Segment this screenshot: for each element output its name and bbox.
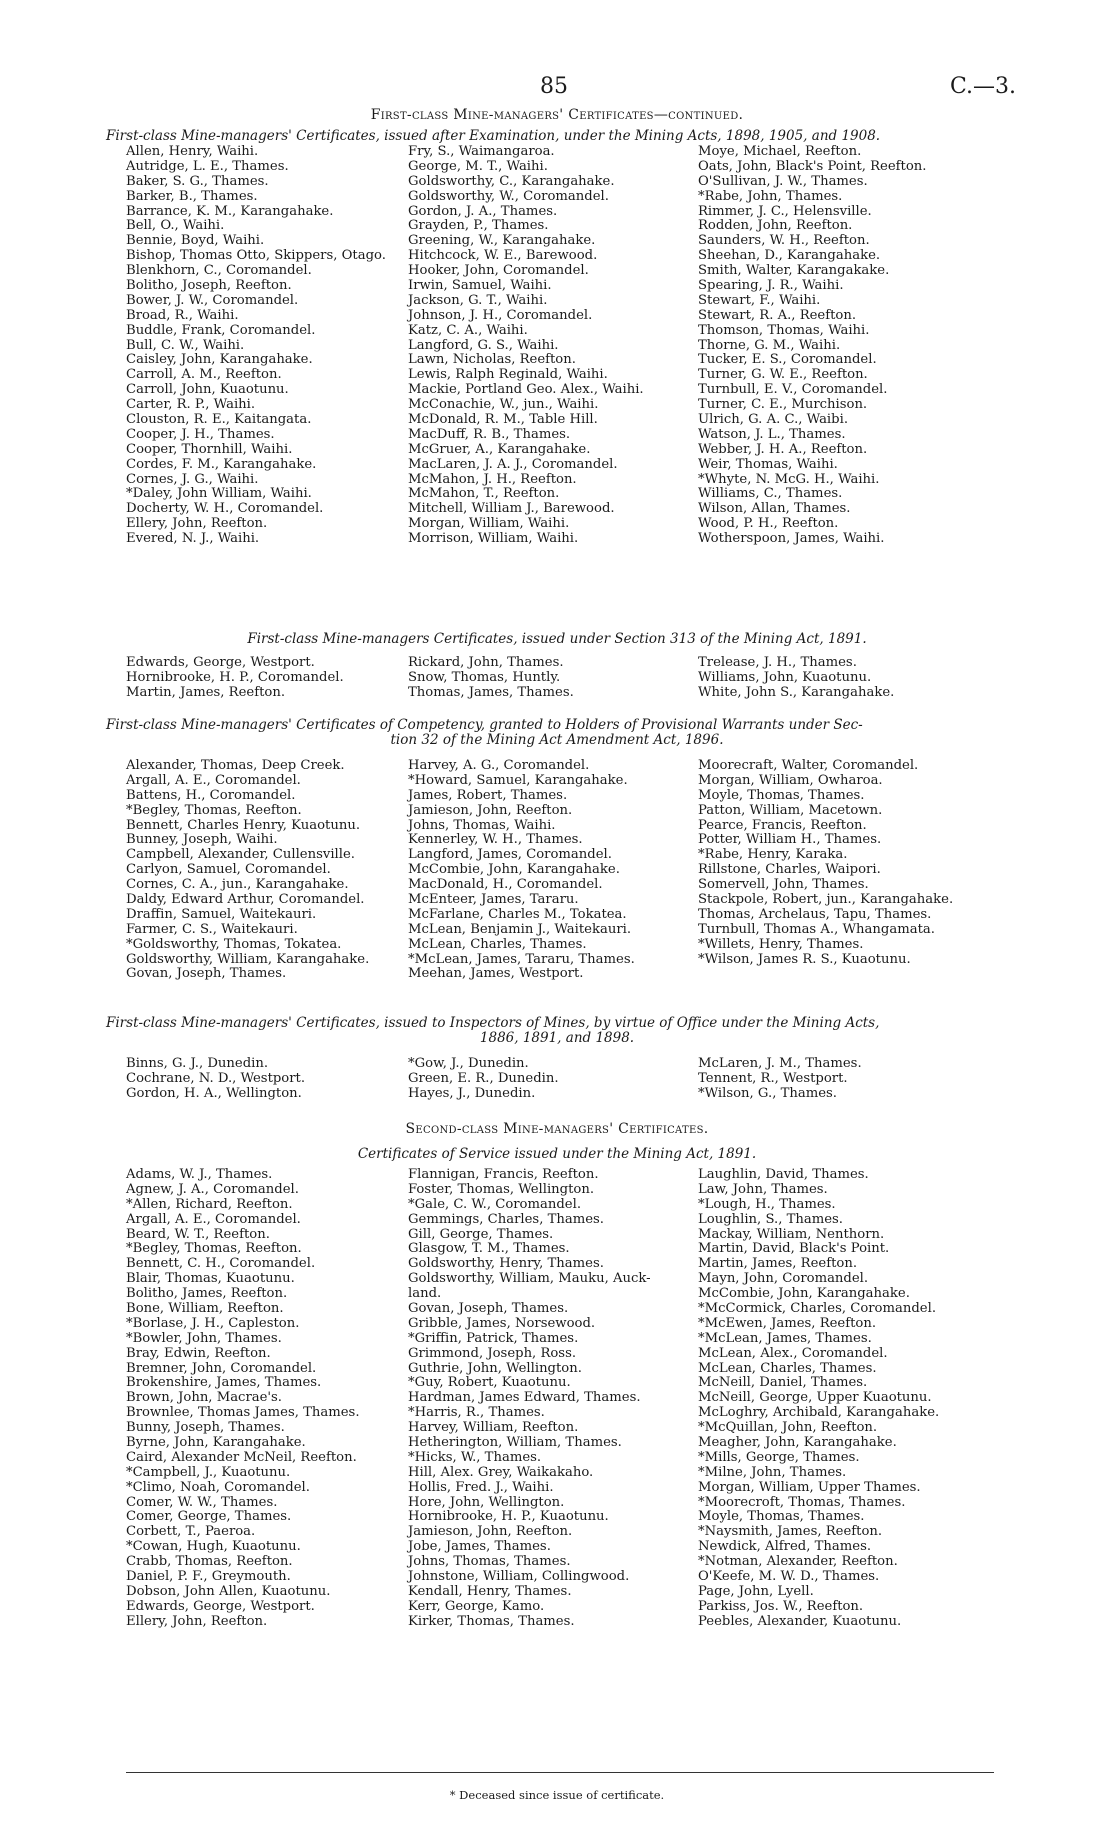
list-item: Rodden, John, Reefton.: [698, 218, 853, 234]
list-item: Tennent, R., Westport.: [698, 1070, 848, 1086]
list-item: Govan, Joseph, Thames.: [126, 966, 287, 982]
list-item: Newdick, Alfred, Thames.: [698, 1539, 872, 1555]
list-item: McCombie, John, Karangahake.: [698, 1286, 910, 1302]
list-item: *Rabe, Henry, Karaka.: [698, 847, 848, 863]
list-item: Potter, William H., Thames.: [698, 832, 882, 848]
list-item: Jobe, James, Thames.: [408, 1539, 551, 1555]
list-item: Docherty, W. H., Coromandel.: [126, 501, 324, 517]
list-item: Morrison, William, Waihi.: [408, 531, 579, 547]
list-item: Greening, W., Karangahake.: [408, 233, 596, 249]
list-item: Laughlin, David, Thames.: [698, 1167, 869, 1182]
list-item: Rimmer, J. C., Helensville.: [698, 203, 872, 219]
section-4-col-2: [408, 1057, 559, 1102]
list-item: Blenkhorn, C., Coromandel.: [126, 263, 312, 279]
list-item: *Howard, Samuel, Karangahake.: [408, 772, 628, 788]
list-item: Grimmond, Joseph, Ross.: [408, 1345, 577, 1361]
list-item: Somervell, John, Thames.: [698, 877, 869, 893]
list-item: *Notman, Alexander, Reefton.: [698, 1554, 898, 1570]
list-item: Jackson, G. T., Waihi.: [408, 292, 548, 308]
list-item: Farmer, C. S., Waitekauri.: [126, 921, 298, 937]
list-item: McLean, Charles, Thames.: [698, 1360, 877, 1376]
section-3-col-1: [126, 759, 369, 982]
list-item: Hollis, Fred. J., Waihi.: [408, 1479, 554, 1495]
list-item: *Harris, R., Thames.: [408, 1405, 545, 1421]
list-item: George, M. T., Waihi.: [408, 158, 548, 174]
section-5-col-1: [126, 1168, 360, 1630]
list-item: Turner, G. W. E., Reefton.: [698, 367, 868, 383]
list-item: *Rabe, John, Thames.: [698, 188, 843, 204]
list-item: Bennie, Boyd, Waihi.: [126, 233, 265, 249]
list-item: *Wilson, G., Thames.: [698, 1085, 837, 1101]
list-item: McLean, Alex., Coromandel.: [698, 1345, 888, 1361]
list-item: Oats, John, Black's Point, Reefton.: [698, 158, 927, 174]
list-item: Tucker, E. S., Coromandel.: [698, 352, 877, 368]
section-3-title-line-2: tion 32 of the Mining Act Amendment Act, 1896.: [390, 732, 724, 748]
list-item: Comer, George, Thames.: [126, 1509, 292, 1525]
list-item: Williams, C., Thames.: [698, 486, 843, 502]
list-item: *Daley, John William, Waihi.: [126, 486, 312, 502]
list-item: Bremner, John, Coromandel.: [126, 1360, 317, 1376]
footnote: * Deceased since issue of certificate.: [449, 1788, 665, 1802]
list-item: Glasgow, T. M., Thames.: [408, 1241, 570, 1257]
list-item: Law, John, Thames.: [698, 1181, 828, 1197]
list-item: Jamieson, John, Reefton.: [408, 1524, 573, 1540]
list-item: Trelease, J. H., Thames.: [698, 655, 857, 670]
list-item: Johns, Thomas, Waihi.: [408, 817, 556, 833]
list-item: *McCormick, Charles, Coromandel.: [698, 1301, 937, 1317]
list-item: Sheehan, D., Karangahake.: [698, 248, 881, 264]
list-item: Brownlee, Thomas James, Thames.: [126, 1405, 360, 1421]
list-item: Dobson, John Allen, Kuaotunu.: [126, 1583, 331, 1599]
list-item: *McQuillan, John, Reefton.: [698, 1420, 878, 1436]
list-item: Goldsworthy, William, Karangahake.: [126, 951, 370, 967]
list-item: Adams, W. J., Thames.: [126, 1167, 273, 1182]
list-item: Goldsworthy, W., Coromandel.: [408, 188, 609, 204]
list-item: McLoghry, Archibald, Karangahake.: [698, 1405, 940, 1421]
list-item: MacDuff, R. B., Thames.: [408, 426, 571, 442]
list-item: Morgan, William, Waihi.: [408, 516, 570, 532]
list-item: Carlyon, Samuel, Coromandel.: [126, 862, 331, 878]
list-item: O'Keefe, M. W. D., Thames.: [698, 1569, 880, 1585]
list-item: McLaren, J. M., Thames.: [698, 1056, 862, 1071]
list-item: Foster, Thomas, Wellington.: [408, 1181, 595, 1197]
list-item: Daniel, P. F., Greymouth.: [126, 1569, 291, 1585]
list-item: Gribble, James, Norsewood.: [408, 1315, 596, 1331]
list-item: Green, E. R., Dunedin.: [408, 1070, 559, 1086]
list-item: *Borlase, J. H., Capleston.: [126, 1315, 300, 1331]
section-5-col-3: [698, 1168, 939, 1630]
list-item: *Goldsworthy, Thomas, Tokatea.: [126, 936, 342, 952]
list-item: Thomas, Archelaus, Tapu, Thames.: [698, 906, 932, 922]
list-item: Stackpole, Robert, jun., Karangahake.: [698, 892, 954, 908]
list-item: McLean, Charles, Thames.: [408, 936, 587, 952]
list-item: *Allen, Richard, Reefton.: [126, 1196, 293, 1212]
list-item: Page, John, Lyell.: [698, 1583, 814, 1599]
list-item: Johns, Thomas, Thames.: [408, 1554, 571, 1570]
list-item: Morgan, William, Owharoa.: [698, 772, 883, 788]
list-item: Govan, Joseph, Thames.: [408, 1301, 569, 1317]
list-item: Kerr, George, Kamo.: [408, 1598, 545, 1614]
list-item: Bishop, Thomas Otto, Skippers, Otago.: [126, 248, 386, 264]
list-item: Thomas, James, Thames.: [408, 684, 574, 700]
list-item: Buddle, Frank, Coromandel.: [126, 322, 316, 338]
list-item: Beard, W. T., Reefton.: [126, 1226, 270, 1242]
list-item: Cordes, F. M., Karangahake.: [126, 456, 317, 472]
list-item: Patton, William, Macetown.: [698, 802, 883, 818]
list-item: Parkiss, Jos. W., Reefton.: [698, 1598, 864, 1614]
list-item: Irwin, Samuel, Waihi.: [408, 278, 552, 294]
list-item: Hitchcock, W. E., Barewood.: [408, 248, 598, 264]
list-item: Daldy, Edward Arthur, Coromandel.: [126, 892, 365, 908]
list-item: Caisley, John, Karangahake.: [126, 352, 313, 368]
list-item: Hill, Alex. Grey, Waikakaho.: [408, 1464, 594, 1480]
list-item: Hetherington, William, Thames.: [408, 1435, 622, 1451]
list-item: Ulrich, G. A. C., Waibi.: [698, 412, 849, 428]
list-item: Moye, Michael, Reefton.: [698, 144, 862, 159]
list-item: McConachie, W., jun., Waihi.: [408, 397, 599, 413]
list-item: Meehan, James, Westport.: [408, 966, 584, 982]
list-item: Turnbull, E. V., Coromandel.: [698, 382, 888, 398]
list-item: Cooper, Thornhill, Waihi.: [126, 441, 293, 457]
list-item: Martin, James, Reefton.: [126, 684, 286, 700]
list-item: Cochrane, N. D., Westport.: [126, 1070, 306, 1086]
list-item: Spearing, J. R., Waihi.: [698, 278, 844, 294]
list-item: Crabb, Thomas, Reefton.: [126, 1554, 293, 1570]
list-item: McDonald, R. M., Table Hill.: [408, 412, 598, 428]
list-item: Mackay, William, Nenthorn.: [698, 1226, 885, 1242]
list-item: Binns, G. J., Dunedin.: [126, 1056, 269, 1071]
list-item: Gill, George, Thames.: [408, 1226, 554, 1242]
section-5-col-2: [408, 1168, 651, 1630]
list-item: Martin, David, Black's Point.: [698, 1241, 890, 1257]
list-item: Gemmings, Charles, Thames.: [408, 1211, 604, 1227]
section-4-title-line-1: First-class Mine-managers' Certificates, issued to Inspectors of Mines, by virtue of Office under the Mining Acts,: [106, 1015, 880, 1031]
list-item: Ellery, John, Reefton.: [126, 516, 268, 532]
list-item: Hooker, John, Coromandel.: [408, 263, 589, 279]
list-item: O'Sullivan, J. W., Thames.: [698, 173, 868, 189]
section-4-title-line-2: 1886, 1891, and 1898.: [479, 1030, 635, 1046]
list-item: McMahon, T., Reefton.: [408, 486, 560, 502]
list-item: Martin, James, Reefton.: [698, 1256, 858, 1272]
list-item: *Guy, Robert, Kuaotunu.: [408, 1375, 571, 1391]
list-item: Agnew, J. A., Coromandel.: [126, 1181, 299, 1197]
section-4-col-3: [698, 1057, 862, 1102]
list-item: *Gale, C. W., Coromandel.: [408, 1196, 582, 1212]
list-item: Bower, J. W., Coromandel.: [126, 292, 299, 308]
list-item: McNeill, George, Upper Kuaotunu.: [698, 1390, 932, 1406]
list-item: Snow, Thomas, Huntly.: [408, 669, 561, 685]
list-item: Moorecraft, Walter, Coromandel.: [698, 758, 919, 773]
list-item: Mayn, John, Coromandel.: [698, 1271, 869, 1287]
list-item: Bull, C. W., Waihi.: [126, 337, 245, 353]
second-class-heading: Second-class Mine-managers' Certificates.: [405, 1121, 709, 1137]
list-item: Smith, Walter, Karangakake.: [698, 263, 890, 279]
section-2-col-1: [126, 656, 344, 701]
list-item: Williams, John, Kuaotunu.: [698, 669, 872, 685]
list-item: Brokenshire, James, Thames.: [126, 1375, 322, 1391]
section-1-col-2: [408, 145, 644, 547]
list-item: Johnson, J. H., Coromandel.: [408, 307, 593, 323]
list-item: Cooper, J. H., Thames.: [126, 426, 275, 442]
list-item: Barker, B., Thames.: [126, 188, 258, 204]
section-2-title: First-class Mine-managers Certificates, issued under Section 313 of the Mining Act, 1891.: [247, 631, 867, 647]
list-item: *Griffin, Patrick, Thames.: [408, 1330, 579, 1346]
list-item: Allen, Henry, Waihi.: [126, 144, 259, 159]
list-item: Guthrie, John, Wellington.: [408, 1360, 582, 1376]
list-item: Langford, James, Coromandel.: [408, 847, 612, 863]
list-item: *Wilson, James R. S., Kuaotunu.: [698, 951, 911, 967]
list-item: Turner, C. E., Murchison.: [698, 397, 868, 413]
list-item: Webber, J. H. A., Reefton.: [698, 441, 868, 457]
list-item: Baker, S. G., Thames.: [126, 173, 269, 189]
section-4-col-1: [126, 1057, 305, 1102]
list-item: Flannigan, Francis, Reefton.: [408, 1167, 599, 1182]
list-item: Weir, Thomas, Waihi.: [698, 456, 838, 472]
list-item: James, Robert, Thames.: [408, 787, 568, 803]
list-item: Bray, Edwin, Reefton.: [126, 1345, 271, 1361]
list-item: Goldsworthy, Henry, Thames.: [408, 1256, 604, 1272]
list-item: *Gow, J., Dunedin.: [408, 1056, 529, 1071]
list-item: Blair, Thomas, Kuaotunu.: [126, 1271, 295, 1287]
list-item: *Moorecroft, Thomas, Thames.: [698, 1494, 906, 1510]
list-item: Peebles, Alexander, Kuaotunu.: [698, 1613, 902, 1629]
list-item: Moyle, Thomas, Thames.: [698, 1509, 865, 1525]
list-item: Kirker, Thomas, Thames.: [408, 1613, 575, 1629]
section-2-col-2: [408, 656, 574, 701]
list-item: *Climo, Noah, Coromandel.: [126, 1479, 310, 1495]
list-item: Wood, P. H., Reefton.: [698, 516, 839, 532]
list-item: McMahon, J. H., Reefton.: [408, 471, 577, 487]
list-item: Moyle, Thomas, Thames.: [698, 787, 865, 803]
list-item: *Naysmith, James, Reefton.: [698, 1524, 883, 1540]
list-item: Jamieson, John, Reefton.: [408, 802, 573, 818]
list-item: Autridge, L. E., Thames.: [126, 158, 289, 174]
list-item: Ellery, John, Reefton.: [126, 1613, 268, 1629]
list-item: *Begley, Thomas, Reefton.: [126, 802, 302, 818]
list-item: Barrance, K. M., Karangahake.: [126, 203, 334, 219]
section-1-title: First-class Mine-managers' Certificates, issued after Examination, under the Mining Acts, 1898, 1905, and 1908.: [106, 128, 881, 144]
list-item: Fry, S., Waimangaroa.: [408, 144, 555, 159]
list-item: McGruer, A., Karangahake.: [408, 441, 591, 457]
list-item: Bell, O., Waihi.: [126, 218, 225, 234]
list-item: Campbell, Alexander, Cullensville.: [126, 847, 355, 863]
list-item: Draffin, Samuel, Waitekauri.: [126, 906, 317, 922]
list-item: Harvey, A. G., Coromandel.: [408, 758, 590, 773]
list-item: Caird, Alexander McNeil, Reefton.: [126, 1449, 357, 1465]
list-item: Hayes, J., Dunedin.: [408, 1085, 536, 1101]
list-item: Battens, H., Coromandel.: [126, 787, 296, 803]
list-item: Mackie, Portland Geo. Alex., Waihi.: [408, 382, 644, 398]
list-item: Watson, J. L., Thames.: [698, 426, 846, 442]
list-item: Goldsworthy, William, Mauku, Auck-: [408, 1271, 651, 1287]
section-2-col-3: [698, 656, 894, 701]
list-item: McFarlane, Charles M., Tokatea.: [408, 906, 627, 922]
list-item: Alexander, Thomas, Deep Creek.: [126, 758, 345, 773]
list-item: Turnbull, Thomas A., Whangamata.: [698, 921, 935, 937]
list-item: Goldsworthy, C., Karangahake.: [408, 173, 615, 189]
list-item: *Willets, Henry, Thames.: [698, 936, 864, 952]
list-item: Bunny, Joseph, Thames.: [126, 1420, 285, 1436]
document-reference: C.—3.: [950, 74, 1017, 99]
list-item: Meagher, John, Karangahake.: [698, 1435, 897, 1451]
list-item: land.: [408, 1286, 442, 1302]
list-item: Bolitho, James, Reefton.: [126, 1286, 288, 1302]
list-item: Stewart, R. A., Reefton.: [698, 307, 857, 323]
list-item: Bennett, C. H., Coromandel.: [126, 1256, 316, 1272]
list-item: *Bowler, John, Thames.: [126, 1330, 282, 1346]
list-item: Cornes, J. G., Waihi.: [126, 471, 259, 487]
list-item: Rillstone, Charles, Waipori.: [698, 862, 881, 878]
list-item: Thomson, Thomas, Waihi.: [698, 322, 870, 338]
list-item: McNeill, Daniel, Thames.: [698, 1375, 868, 1391]
list-item: Comer, W. W., Thames.: [126, 1494, 278, 1510]
list-item: Clouston, R. E., Kaitangata.: [126, 412, 312, 428]
list-item: Wotherspoon, James, Waihi.: [698, 531, 885, 547]
list-item: Broad, R., Waihi.: [126, 307, 239, 323]
list-item: Wilson, Allan, Thames.: [698, 501, 851, 517]
list-item: MacDonald, H., Coromandel.: [408, 877, 603, 893]
list-item: Carroll, A. M., Reefton.: [126, 367, 282, 383]
list-item: *Mills, George, Thames.: [698, 1449, 860, 1465]
list-item: Mitchell, William J., Barewood.: [408, 501, 615, 517]
list-item: McEnteer, James, Tararu.: [408, 892, 579, 908]
list-item: *McLean, James, Tararu, Thames.: [408, 951, 635, 967]
list-item: Corbett, T., Paeroa.: [126, 1524, 256, 1540]
list-item: Carroll, John, Kuaotunu.: [126, 382, 289, 398]
list-item: *Hicks, W., Thames.: [408, 1449, 542, 1465]
list-item: Bennett, Charles Henry, Kuaotunu.: [126, 817, 361, 833]
list-item: Bone, William, Reefton.: [126, 1301, 284, 1317]
list-item: *Cowan, Hugh, Kuaotunu.: [126, 1539, 301, 1555]
list-item: Edwards, George, Westport.: [126, 1598, 315, 1614]
list-item: MacLaren, J. A. J., Coromandel.: [408, 456, 618, 472]
section-1-col-1: [126, 145, 386, 547]
list-item: Pearce, Francis, Reefton.: [698, 817, 867, 833]
list-item: *McLean, James, Thames.: [698, 1330, 872, 1346]
section-3-title-line-1: First-class Mine-managers' Certificates of Competency, granted to Holders of Provisional Warrants under Sec-: [106, 717, 863, 733]
list-item: Hardman, James Edward, Thames.: [408, 1390, 641, 1406]
list-item: Kendall, Henry, Thames.: [408, 1583, 572, 1599]
list-item: Harvey, William, Reefton.: [408, 1420, 579, 1436]
list-item: Saunders, W. H., Reefton.: [698, 233, 870, 249]
list-item: *Whyte, N. McG. H., Waihi.: [698, 471, 880, 487]
list-item: Johnstone, William, Collingwood.: [408, 1569, 630, 1585]
list-item: Lawn, Nicholas, Reefton.: [408, 352, 576, 368]
list-item: Lewis, Ralph Reginald, Waihi.: [408, 367, 608, 383]
list-item: Hornibrooke, H. P., Kuaotunu.: [408, 1509, 609, 1525]
list-item: *Begley, Thomas, Reefton.: [126, 1241, 302, 1257]
list-item: Grayden, P., Thames.: [408, 218, 549, 234]
list-item: Evered, N. J., Waihi.: [126, 531, 260, 547]
section-3-col-2: [408, 759, 635, 982]
list-item: Gordon, H. A., Wellington.: [126, 1085, 302, 1101]
list-item: Edwards, George, Westport.: [126, 655, 315, 670]
list-item: *McEwen, James, Reefton.: [698, 1315, 877, 1331]
list-item: *Milne, John, Thames.: [698, 1464, 847, 1480]
list-item: *Campbell, J., Kuaotunu.: [126, 1464, 291, 1480]
list-item: Loughlin, S., Thames.: [698, 1211, 843, 1227]
list-item: Argall, A. E., Coromandel.: [126, 1211, 301, 1227]
list-item: McLean, Benjamin J., Waitekauri.: [408, 921, 632, 937]
list-item: Gordon, J. A., Thames.: [408, 203, 558, 219]
list-item: McCombie, John, Karangahake.: [408, 862, 620, 878]
list-item: Hornibrooke, H. P., Coromandel.: [126, 669, 344, 685]
list-item: Carter, R. P., Waihi.: [126, 397, 256, 413]
list-item: Bolitho, Joseph, Reefton.: [126, 278, 292, 294]
footnote-rule: [126, 1772, 994, 1773]
section-3-col-3: [698, 759, 953, 967]
list-item: Langford, G. S., Waihi.: [408, 337, 559, 353]
list-item: Bunney, Joseph, Waihi.: [126, 832, 278, 848]
list-item: Katz, C. A., Waihi.: [408, 322, 528, 338]
section-1-col-3: [698, 145, 926, 547]
list-item: Byrne, John, Karangahake.: [126, 1435, 306, 1451]
list-item: Rickard, John, Thames.: [408, 655, 564, 670]
list-item: Kennerley, W. H., Thames.: [408, 832, 583, 848]
list-item: White, John S., Karangahake.: [698, 684, 895, 700]
list-item: Thorne, G. M., Waihi.: [698, 337, 841, 353]
list-item: Cornes, C. A., jun., Karangahake.: [126, 877, 349, 893]
list-item: *Lough, H., Thames.: [698, 1196, 836, 1212]
section-5-title: Certificates of Service issued under the Mining Act, 1891.: [357, 1146, 757, 1162]
list-item: Brown, John, Macrae's.: [126, 1390, 283, 1406]
list-item: Morgan, William, Upper Thames.: [698, 1479, 921, 1495]
list-item: Stewart, F., Waihi.: [698, 292, 821, 308]
list-item: Argall, A. E., Coromandel.: [126, 772, 301, 788]
main-heading: First-class Mine-managers' Certificates—continued.: [370, 107, 744, 123]
page-number: 85: [540, 74, 568, 99]
list-item: Hore, John, Wellington.: [408, 1494, 565, 1510]
